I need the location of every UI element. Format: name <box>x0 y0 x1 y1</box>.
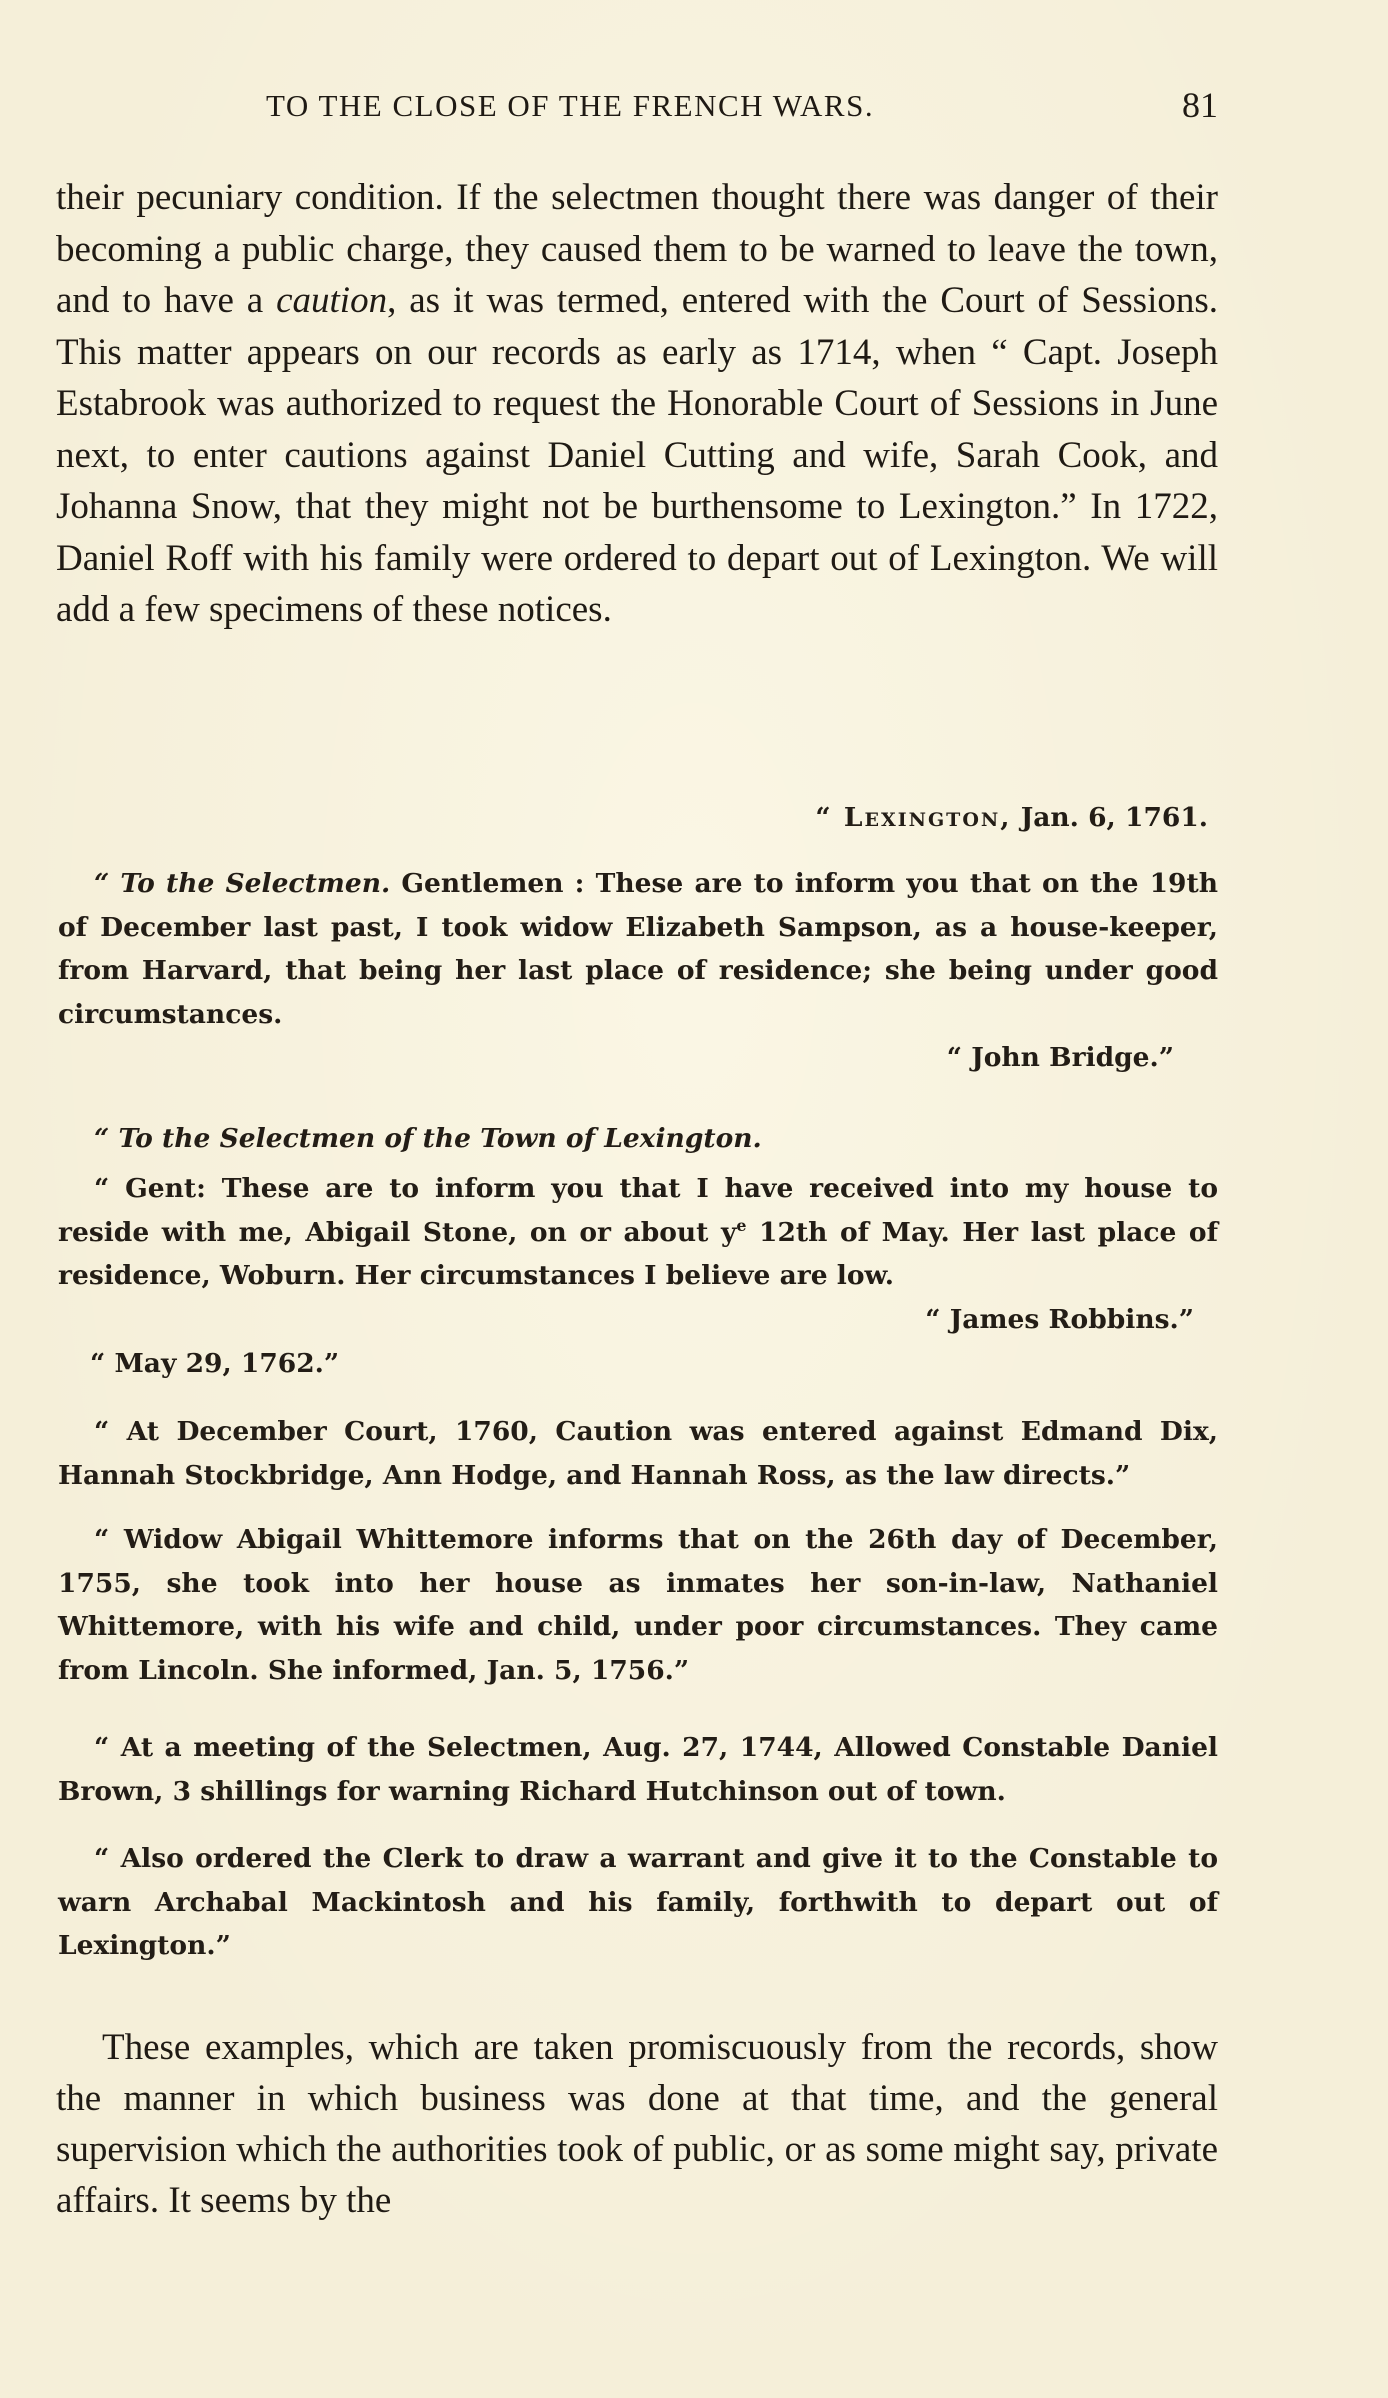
notice-2-body <box>58 1167 1218 1298</box>
running-title: TO THE CLOSE OF THE FRENCH WARS. <box>266 88 875 123</box>
notice-1-place: “ Lexington, <box>815 802 1012 833</box>
notice-6: “ Also ordered the Clerk to draw a warrant and give it to the Constable to warn Archabal Mackintosh and his family, forthwith to depart out of Lexington.” <box>58 1843 1218 1961</box>
notice-1-text: Gentlemen : These are to inform you that on the 19th of December last past, I took widow Elizabeth Sampson, as a house-keeper, from Harvard, that being her last place of residence; she being under good circumstances. <box>58 868 1218 1030</box>
notice-2-text-a: “ Gent: These are to inform you that I have received into my house to reside with me, Abigail Stone, on or about y <box>58 1173 1218 1248</box>
page-header <box>256 85 1218 128</box>
paragraph-top-text-2: , as it was termed, entered with the Court of Sessions. This matter appears on our records as early as 1714, when “ Capt. Joseph Estabrook was authorized to request the Honorable Court of Sessions in June next, to enter cautions against Daniel Cutting and wife, Sarah Cook, and Johanna Snow, that they might not be burthensome to Lexington.” In 1722, Daniel Roff with his family were ordered to depart out of Lexington. We will add a few specimens of these notices. <box>56 280 1218 630</box>
notice-1-salutation: “ To the Selectmen. <box>94 868 391 899</box>
paragraph-bottom <box>56 2022 1218 2226</box>
paragraph-bottom-text: These examples, which are taken promiscuously from the records, show the manner in which business was done at that time, and the general supervision which the authorities took of public, or as some might say, private affairs. It seems by the <box>56 2027 1218 2221</box>
notice-2-heading-text: “ To the Selectmen of the Town of Lexington. <box>94 1123 762 1154</box>
paragraph-top-text-1: their pecuniary condition. If the selectmen thought there was danger of their becoming a public charge, they caused them to be warned to leave the town, and to have a <box>56 177 1218 321</box>
paragraph-top <box>56 172 1218 636</box>
page-number: 81 <box>1182 85 1218 125</box>
notice-1-date: Jan. 6, 1761. <box>1011 802 1208 833</box>
notice-4: “ Widow Abigail Whittemore informs that on the 26th day of December, 1755, she took into her house as inmates her son-in-law, Nathaniel Whittemore, with his wife and child, under poor circumstances. They came from Lincoln. She informed, Jan. 5, 1756.” <box>58 1524 1218 1686</box>
notice-1-dateline <box>58 796 1218 840</box>
notice-2-signature: “ James Robbins.” <box>925 1304 1194 1335</box>
notice-2-text-b: 12th of May. Her last place of residence, Woburn. Her circumstances I believe are low. <box>58 1216 1218 1291</box>
notice-1-signature: “ John Bridge.” <box>946 1042 1174 1073</box>
notice-3: “ At December Court, 1760, Caution was entered against Edmand Dix, Hannah Stockbridge, Ann Hodge, and Hannah Ross, as the law directs.” <box>58 1416 1218 1491</box>
notice-2-superscript: e <box>736 1215 747 1235</box>
paragraph-top-italic: caution <box>276 280 388 321</box>
notice-5: “ At a meeting of the Selectmen, Aug. 27, 1744, Allowed Constable Daniel Brown, 3 shillings for warning Richard Hutchinson out of town. <box>58 1732 1218 1807</box>
notice-1-body <box>58 862 1218 1036</box>
notice-2-heading <box>58 1117 1218 1161</box>
notice-2-date: “ May 29, 1762.” <box>90 1348 340 1379</box>
